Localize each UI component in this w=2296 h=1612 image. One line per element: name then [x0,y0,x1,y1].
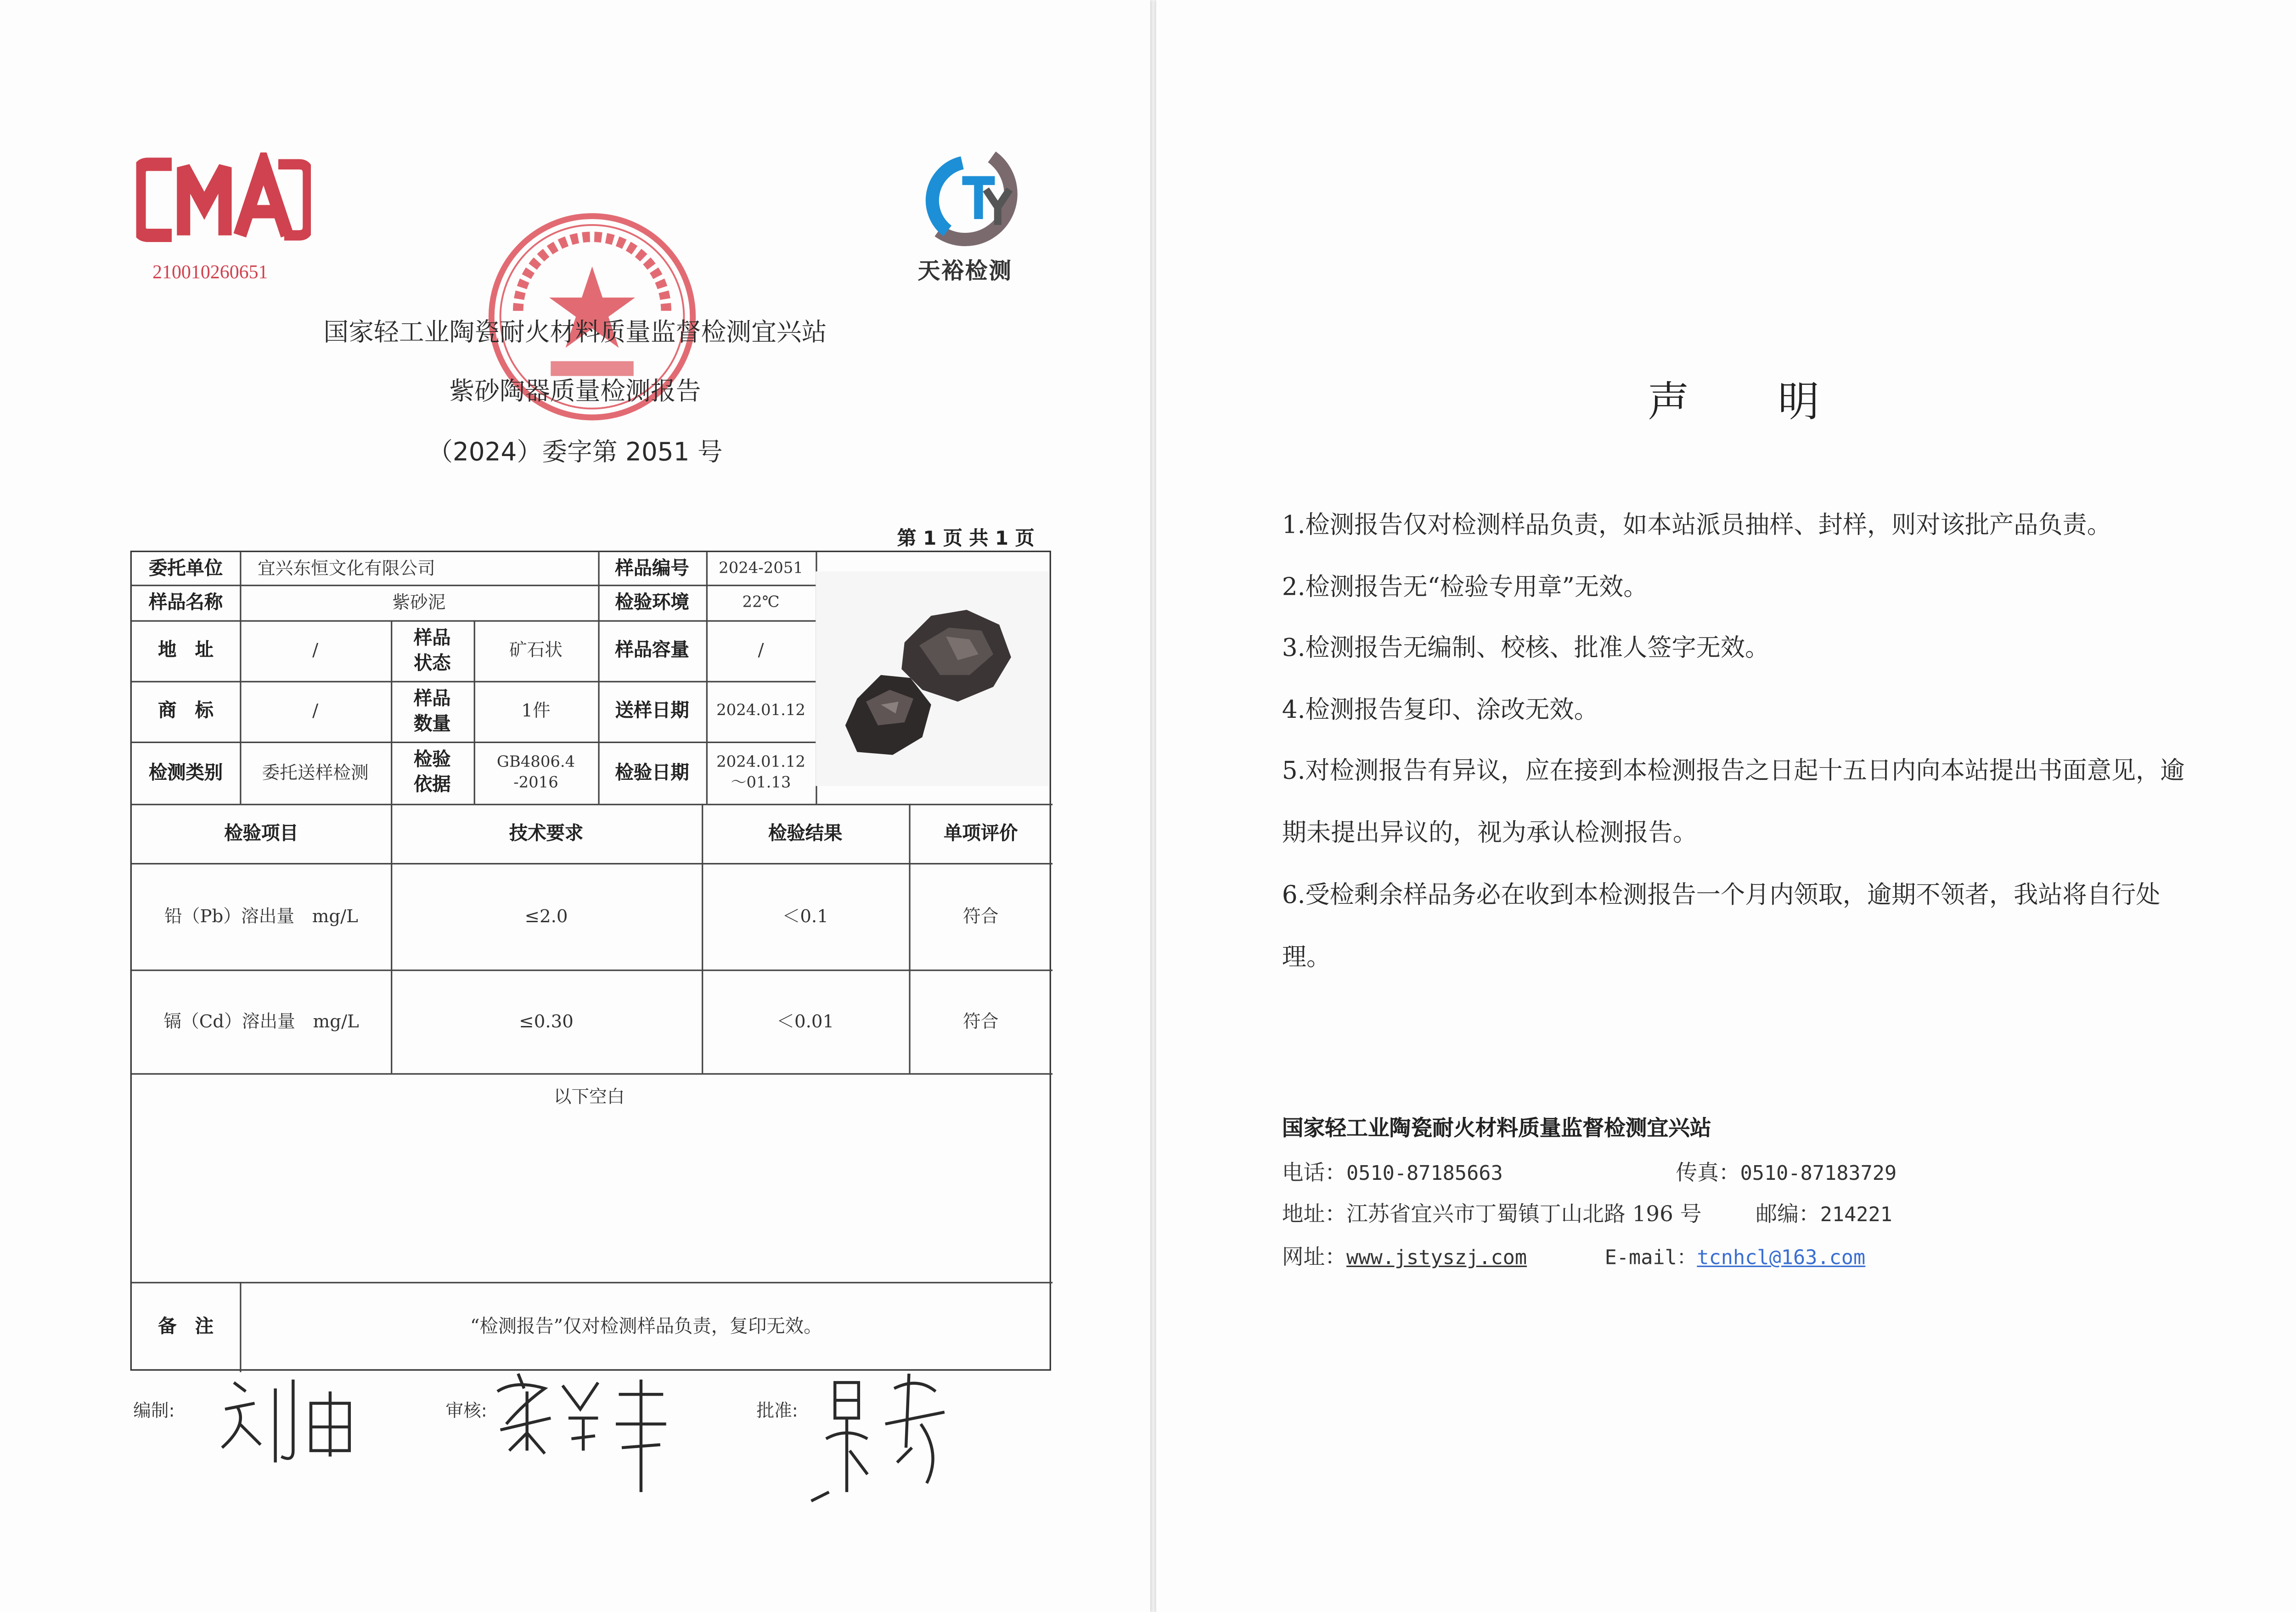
sample-photo [816,571,1049,786]
remarks-value: “检测报告”仅对检测样品负责，复印无效。 [470,1314,822,1337]
test-date-value: 2024.01.12～01.13 [716,753,805,792]
result-value: ＜0.01 [777,1011,834,1032]
footer-address: 地址：江苏省宜兴市丁蜀镇丁山北路 196 号 [1282,1203,1702,1227]
address-label: 地 址 [158,638,214,660]
statement-item: 3.检测报告无编制、校核、批准人签字无效。 [1282,633,1770,662]
basis-label: 检验依据 [414,748,451,795]
report-title: 紫砂陶器质量检测报告 [449,377,701,407]
client-value: 宜兴东恒文化有限公司 [257,558,435,579]
client-label: 委托单位 [148,556,223,578]
tianyu-logo-icon [918,148,1039,248]
result-requirement: ≤0.30 [519,1011,574,1032]
approve-signature-icon [799,1359,962,1507]
footer-phone: 电话：0510-87185663 [1282,1162,1503,1186]
page-indicator: 第 1 页 共 1 页 [897,528,1035,551]
env-value: 22℃ [742,593,780,611]
approve-label: 批准: [756,1400,798,1421]
brand-label: 商 标 [158,699,214,721]
result-evaluation: 符合 [963,906,999,927]
footer-fax: 传真：0510-87183729 [1676,1162,1897,1186]
test-date-label: 检验日期 [615,760,689,783]
col-evaluation-header: 单项评价 [944,821,1018,843]
footer-website: 网址：www.jstyszj.com [1282,1246,1527,1270]
statement-item: 4.检测报告复印、涂改无效。 [1282,695,1598,724]
website-link[interactable]: www.jstyszj.com [1346,1246,1527,1270]
basis-value: GB4806.4-2016 [496,753,575,792]
type-label: 检测类别 [148,760,223,783]
footer-org: 国家轻工业陶瓷耐火材料质量监督检测宜兴站 [1282,1117,1711,1142]
state-label: 样品状态 [414,626,451,673]
footer-email: E-mail：tcnhcl@163.com [1604,1246,1866,1270]
tianyu-name: 天裕检测 [917,257,1013,284]
result-evaluation: 符合 [963,1011,999,1032]
report-number: （2024）委字第 2051 号 [428,438,723,468]
sample-no-label: 样品编号 [615,556,689,578]
compile-signature-icon [207,1359,370,1477]
result-item: 镉（Cd）溶出量 mg/L [163,1011,359,1032]
qty-label: 样品数量 [414,686,451,734]
statement-item: 5.对检测报告有异议，应在接到本检测报告之日起十五日内向本站提出书面意见，逾期未提出异议的，视为承认检测报告。 [1282,756,2185,846]
col-item-header: 检验项目 [224,821,298,843]
compile-label: 编制: [133,1400,175,1421]
result-item: 铅（Pb）溶出量 mg/L [164,906,358,927]
blank-note: 以下空白 [553,1086,625,1107]
capacity-label: 样品容量 [615,638,689,660]
brand-value: / [312,700,319,721]
footer-postcode: 邮编：214221 [1756,1203,1892,1227]
sample-name-label: 样品名称 [148,590,223,612]
qty-value: 1件 [521,700,551,721]
env-label: 检验环境 [615,590,689,612]
send-date-value: 2024.01.12 [716,702,805,720]
statement-item: 2.检测报告无“检验专用章”无效。 [1282,573,1648,601]
capacity-value: / [758,640,764,661]
report-table [130,551,1051,1371]
statement-item: 6.受检剩余样品务必在收到本检测报告一个月内领取，逾期不领者，我站将自行处理。 [1282,880,2161,970]
state-value: 矿石状 [509,640,563,661]
col-result-header: 检验结果 [768,821,843,843]
cma-number: 210010260651 [152,260,268,283]
statement-item: 1.检测报告仅对检测样品负责，如本站派员抽样、封样，则对该批产品负责。 [1282,510,2111,539]
statement-title: 声明 [1648,377,1908,427]
review-signature-icon [485,1359,678,1507]
sample-name-value: 紫砂泥 [392,592,446,613]
send-date-label: 送样日期 [615,699,689,721]
result-requirement: ≤2.0 [524,906,568,927]
col-requirement-header: 技术要求 [509,821,584,843]
email-link[interactable]: tcnhcl@163.com [1697,1246,1866,1270]
sample-no-value: 2024-2051 [719,559,803,577]
org-title: 国家轻工业陶瓷耐火材料质量监督检测宜兴站 [323,318,827,348]
review-label: 审核: [445,1400,487,1421]
cma-logo-icon [136,152,311,247]
result-value: ＜0.1 [782,906,828,927]
type-value: 委托送样检测 [262,762,369,783]
remarks-label: 备 注 [158,1314,214,1337]
address-value: / [312,640,319,661]
